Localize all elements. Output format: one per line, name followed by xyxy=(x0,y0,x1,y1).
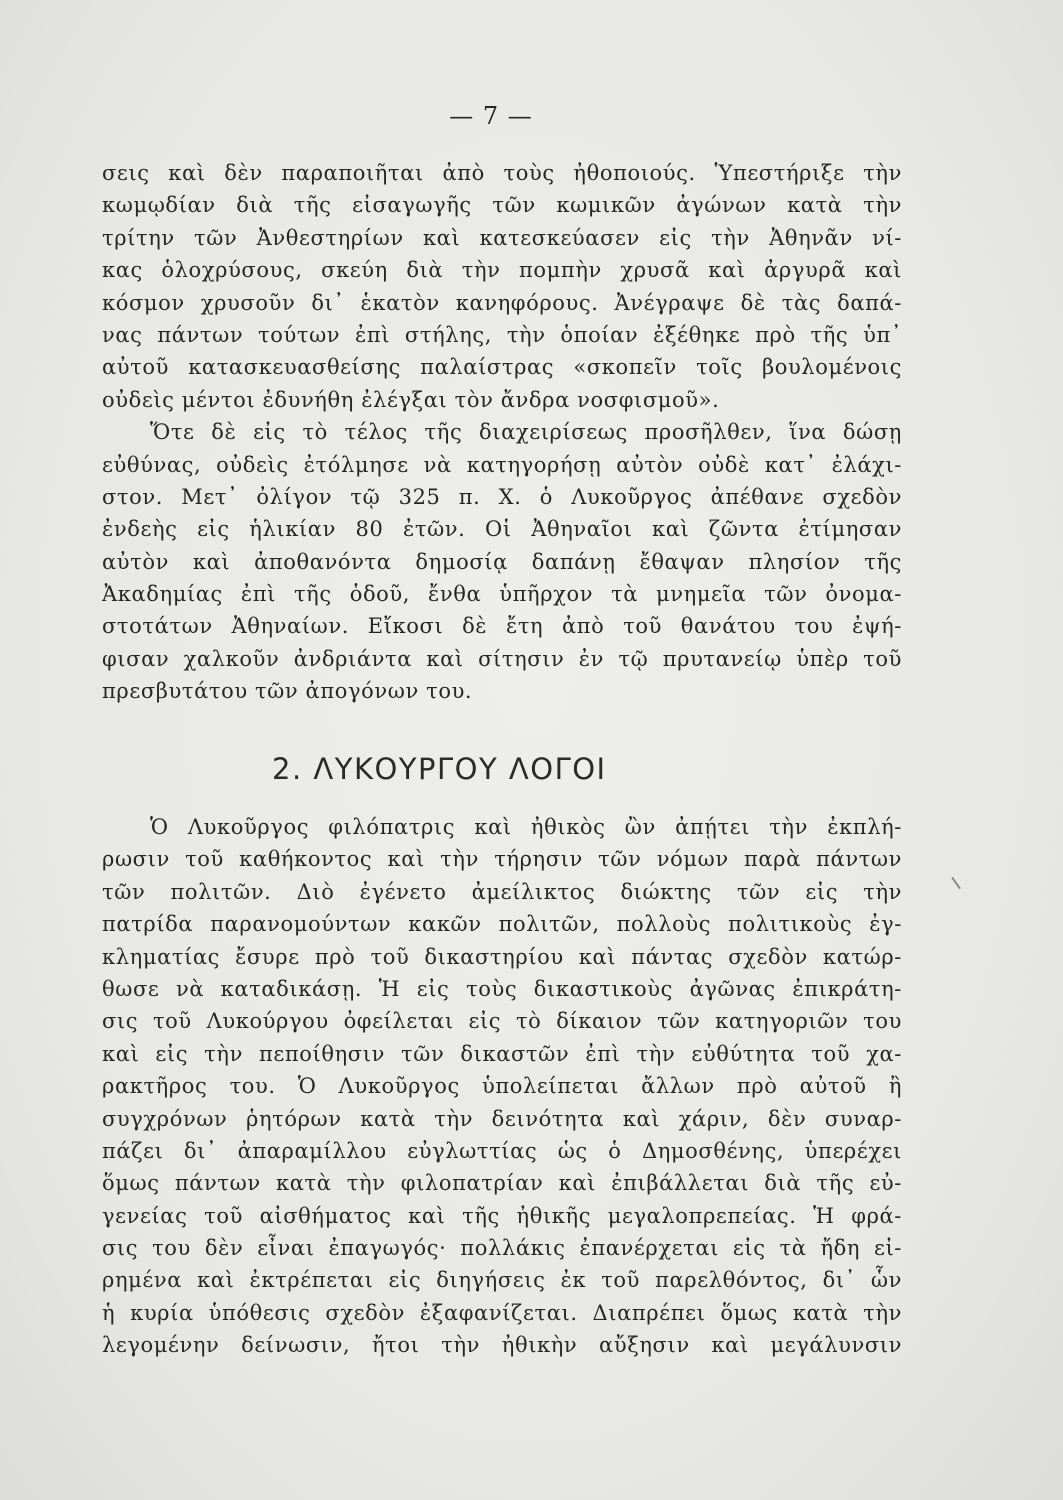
stray-pencil-mark xyxy=(951,877,961,890)
text-line: αὐτοῦ κατασκευασθείσης παλαίστρας «σκοπεῖν τοῖς βουλομένοις xyxy=(102,355,902,380)
text-line: ἐνδεὴς εἰς ἡλικίαν 80 ἐτῶν. Οἱ Ἀθηναῖοι καὶ ζῶντα ἐτίμησαν xyxy=(102,517,902,542)
text-line: κας ὁλοχρύσους, σκεύη διὰ τὴν πομπὴν χρυσᾶ καὶ ἀργυρᾶ καὶ xyxy=(102,258,902,283)
text-line: συγχρόνων ῥητόρων κατὰ τὴν δεινότητα καὶ χάριν, δὲν συναρ- xyxy=(102,1106,902,1131)
text-line: σεις καὶ δὲν παραποιῆται ἀπὸ τοὺς ἠθοποιούς. Ὑπεστήριξε τὴν xyxy=(102,161,902,185)
text-line: κληματίας ἔσυρε πρὸ τοῦ δικαστηρίου καὶ πάντας σχεδὸν κατώρ- xyxy=(102,944,902,969)
text-line: γενείας τοῦ αἰσθήματος καὶ τῆς ἠθικῆς μεγαλοπρεπείας. Ἡ φρά- xyxy=(102,1203,902,1228)
text-line: ὅμως πάντων κατὰ τὴν φιλοπατρίαν καὶ ἐπιβάλλεται διὰ τῆς εὐ- xyxy=(102,1171,902,1196)
page-number: — 7 — xyxy=(449,102,533,130)
text-line: τρίτην τῶν Ἀνθεστηρίων καὶ κατεσκεύασεν εἰς τὴν Ἀθηνᾶν νί- xyxy=(102,225,902,250)
text-line: καὶ εἰς τὴν πεποίθησιν τῶν δικαστῶν ἐπὶ τὴν εὐθύτητα τοῦ χα- xyxy=(102,1041,902,1066)
text-line: Ὅτε δὲ εἰς τὸ τέλος τῆς διαχειρίσεως προσῆλθεν, ἵνα δώσῃ xyxy=(150,420,902,445)
text-line: κόσμον χρυσοῦν δι᾽ ἑκατὸν κανηφόρους. Ἀνέγραψε δὲ τὰς δαπά- xyxy=(102,290,902,315)
text-line: ρακτῆρος του. Ὁ Λυκοῦργος ὑπολείπεται ἄλλων πρὸ αὐτοῦ ἢ xyxy=(102,1074,902,1099)
text-line: σις του δὲν εἶναι ἐπαγωγός· πολλάκις ἐπανέρχεται εἰς τὰ ἤδη εἰ- xyxy=(102,1236,902,1261)
text-line: λεγομένην δείνωσιν, ἤτοι τὴν ἠθικὴν αὔξησιν καὶ μεγάλυνσιν xyxy=(102,1333,902,1358)
text-line: πατρίδα παρανομούντων κακῶν πολιτῶν, πολλοὺς πολιτικοὺς ἐγ- xyxy=(102,912,902,937)
text-line: θωσε νὰ καταδικάσῃ. Ἡ εἰς τοὺς δικαστικοὺς ἀγῶνας ἐπικράτη- xyxy=(102,976,902,1001)
text-line: ἡ κυρία ὑπόθεσις σχεδὸν ἐξαφανίζεται. Διαπρέπει ὅμως κατὰ τὴν xyxy=(102,1300,902,1325)
text-line: εὐθύνας, οὐδεὶς ἐτόλμησε νὰ κατηγορήσῃ αὐτὸν οὐδὲ κατ᾽ ἐλάχι- xyxy=(102,452,902,477)
text-line: στον. Μετ᾽ ὀλίγον τῷ 325 π. Χ. ὁ Λυκοῦργος ἀπέθανε σχεδὸν xyxy=(102,484,902,509)
text-line: Ἀκαδημίας ἐπὶ τῆς ὁδοῦ, ἔνθα ὑπῆρχον τὰ μνημεῖα τῶν ὀνομα- xyxy=(102,582,902,607)
text-line: πάζει δι᾽ ἀπαραμίλλου εὐγλωττίας ὡς ὁ Δημοσθένης, ὑπερέχει xyxy=(102,1138,902,1163)
paragraph-speeches xyxy=(102,811,902,1362)
text-line: σις τοῦ Λυκούργου ὀφείλεται εἰς τὸ δίκαιον τῶν κατηγοριῶν του xyxy=(102,1009,902,1034)
text-line: τῶν πολιτῶν. Διὸ ἐγένετο ἀμείλικτος διώκτης τῶν εἰς τὴν xyxy=(102,879,902,904)
text-line: κωμῳδίαν διὰ τῆς εἰσαγωγῆς τῶν κωμικῶν ἀγώνων κατὰ τὴν xyxy=(102,193,902,218)
text-line: αὐτὸν καὶ ἀποθανόντα δημοσίᾳ δαπάνῃ ἔθαψαν πλησίον τῆς xyxy=(102,549,902,574)
text-line: πρεσβυτάτου τῶν ἀπογόνων του. xyxy=(102,679,473,704)
text-line: Ὁ Λυκοῦργος φιλόπατρις καὶ ἠθικὸς ὢν ἀπῄτει τὴν ἐκπλή- xyxy=(150,815,902,839)
text-line: οὐδεὶς μέντοι ἐδυνήθη ἐλέγξαι τὸν ἄνδρα νοσφισμοῦ». xyxy=(102,387,720,412)
paragraph-biography xyxy=(102,157,902,708)
text-line: στοτάτων Ἀθηναίων. Εἴκοσι δὲ ἔτη ἀπὸ τοῦ θανάτου του ἐψή- xyxy=(102,614,902,639)
text-line: φισαν χαλκοῦν ἀνδριάντα καὶ σίτησιν ἐν τῷ πρυτανείῳ ὑπὲρ τοῦ xyxy=(102,646,902,671)
text-line: νας πάντων τούτων ἐπὶ στήλης, τὴν ὁποίαν ἐξέθηκε πρὸ τῆς ὑπ᾽ xyxy=(102,322,902,347)
text-line: ρημένα καὶ ἐκτρέπεται εἰς διηγήσεις ἐκ τοῦ παρελθόντος, δι᾽ ὧν xyxy=(102,1268,902,1293)
text-line: ρωσιν τοῦ καθήκοντος καὶ τὴν τήρησιν τῶν νόμων παρὰ πάντων xyxy=(102,847,902,872)
section-heading: 2. ΛΥΚΟΥΡΓΟΥ ΛΟΓΟΙ xyxy=(272,752,607,786)
